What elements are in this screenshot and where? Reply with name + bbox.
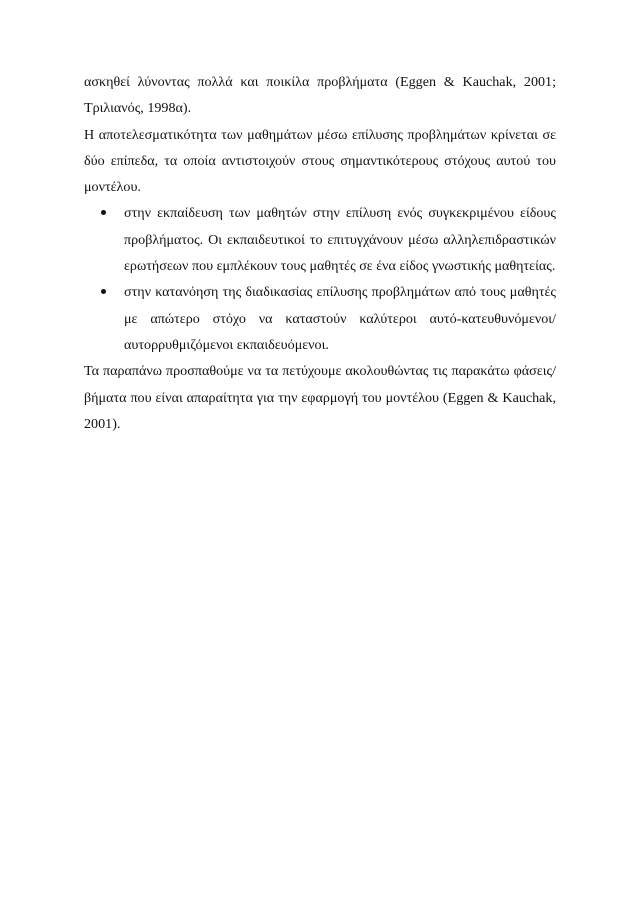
bullet-text: στην κατανόηση της διαδικασίας επίλυσης προβλημάτων από τους μαθητές με απώτερο στόχο να καταστούν καλύτεροι αυτό-κατευθυνόμενοι/ αυτορρυθμιζόμενοι εκπαιδευόμενοι.: [124, 284, 556, 353]
bullet-icon: [101, 279, 113, 305]
paragraph-phases: Τα παραπάνω προσπαθούμε να τα πετύχουμε ακολουθώντας τις παρακάτω φάσεις/ βήματα που είναι απαραίτητα για την εφαρμογή του μοντέλου (Eggen & Kauchak, 2001).: [84, 363, 556, 432]
list-item: [84, 200, 556, 279]
bullet-text: στην εκπαίδευση των μαθητών στην επίλυση ενός συγκεκριμένου είδους προβλήματος. Οι εκπαιδευτικοί το επιτυγχάνουν μέσω αλληλεπιδραστικών ερωτήσεων που εμπλέκουν τους μαθητές σε ένα είδος γνωστικής μαθητείας.: [124, 205, 556, 275]
list-item: [84, 279, 556, 358]
paragraph-intro-continuation: ασκηθεί λύνοντας πολλά και ποικίλα προβλήματα (Eggen & Kauchak, 2001; Τριλιανός, 1998α).: [84, 74, 556, 117]
bullet-list: [84, 200, 556, 358]
paragraph-effectiveness: Η αποτελεσματικότητα των μαθημάτων μέσω επίλυσης προβλημάτων κρίνεται σε δύο επίπεδα, τα οποία αντιστοιχούν στους σημαντικότερους στόχους αυτού του μοντέλου.: [84, 126, 556, 196]
bullet-icon: [101, 200, 113, 226]
document-body: [84, 69, 556, 437]
